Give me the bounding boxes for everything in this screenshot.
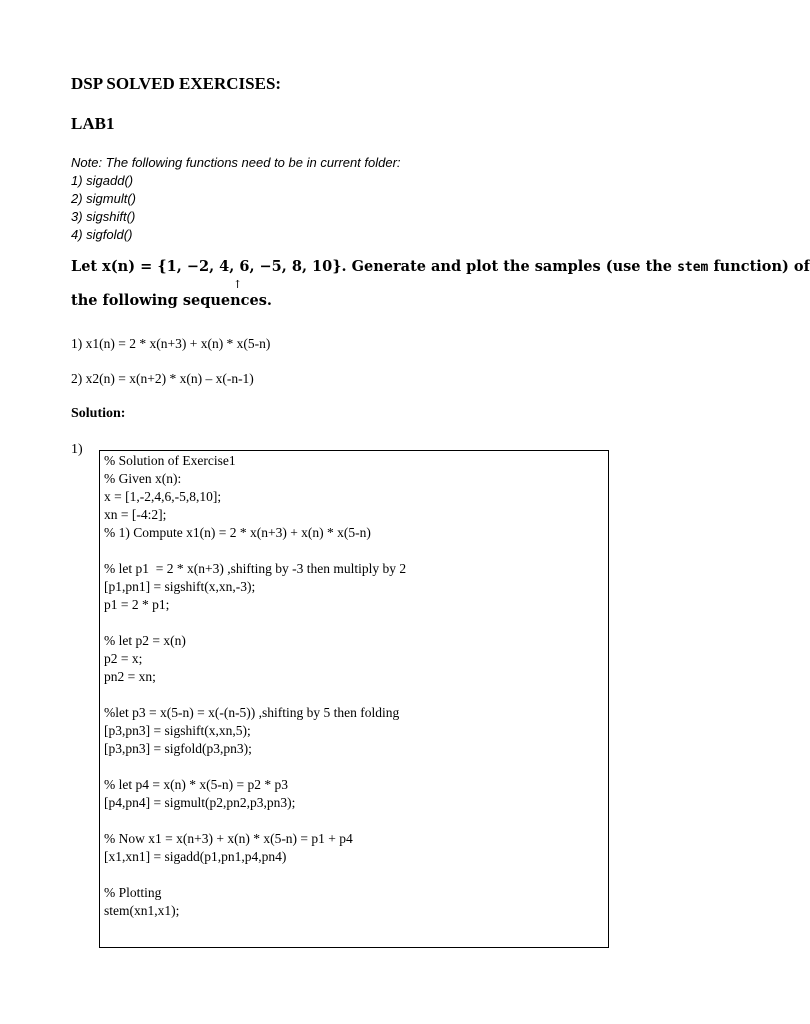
code-line: [p3,pn3] = sigfold(p3,pn3);: [104, 741, 252, 756]
code-line: x = [1,-2,4,6,-5,8,10];: [104, 489, 222, 504]
code-line: [104, 542, 406, 560]
equation-2: 2) x2(n) = x(n+2) * x(n) – x(-n-1): [71, 371, 254, 386]
problem-line-1: [71, 258, 810, 275]
solution-number: 1): [71, 442, 83, 457]
note-item: 2) sigmult(): [71, 191, 137, 206]
code-line: [104, 614, 406, 632]
code-line: [x1,xn1] = sigadd(p1,pn1,p4,pn4): [104, 849, 287, 864]
code-line: [104, 758, 406, 776]
origin-arrow-icon: ↑: [233, 278, 243, 291]
code-line: [p4,pn4] = sigmult(p2,pn2,p3,pn3);: [104, 795, 296, 810]
code-line: % Given x(n):: [104, 471, 182, 486]
code-line: % let p1 = 2 * x(n+3) ,shifting by -3 then multiply by 2: [104, 561, 407, 576]
problem-text-b: function) of: [708, 258, 810, 275]
document-title: DSP SOLVED EXERCISES:: [71, 74, 282, 93]
code-line: % 1) Compute x1(n) = 2 * x(n+3) + x(n) * x(5-n): [104, 525, 371, 540]
problem-text-a: Let x(n) = {1, −2, 4, 6, −5, 8, 10}. Generate and plot the samples (use the: [71, 258, 678, 275]
code-box: [99, 450, 609, 948]
code-line: [104, 686, 406, 704]
code-listing: [104, 452, 406, 920]
lab-heading: LAB1: [71, 114, 115, 133]
code-line: [p3,pn3] = sigshift(x,xn,5);: [104, 723, 251, 738]
code-line: % let p2 = x(n): [104, 633, 186, 648]
code-line: stem(xn1,x1);: [104, 903, 180, 918]
note-heading: Note: The following functions need to be in current folder:: [71, 155, 401, 170]
note-item: 3) sigshift(): [71, 209, 136, 224]
code-line: p1 = 2 * p1;: [104, 597, 170, 612]
code-line: % Plotting: [104, 885, 162, 900]
code-line: %let p3 = x(5-n) = x(-(n-5)) ,shifting by 5 then folding: [104, 705, 400, 720]
equation-1: 1) x1(n) = 2 * x(n+3) + x(n) * x(5-n): [71, 336, 271, 351]
note-item: 4) sigfold(): [71, 227, 133, 242]
solution-label: Solution:: [71, 406, 126, 421]
code-line: % Solution of Exercise1: [104, 453, 236, 468]
stem-keyword: stem: [677, 260, 709, 275]
code-line: [104, 866, 406, 884]
code-line: p2 = x;: [104, 651, 143, 666]
code-line: [104, 812, 406, 830]
code-line: xn = [-4:2];: [104, 507, 167, 522]
code-line: % Now x1 = x(n+3) + x(n) * x(5-n) = p1 + p4: [104, 831, 353, 846]
code-line: % let p4 = x(n) * x(5-n) = p2 * p3: [104, 777, 288, 792]
code-line: [p1,pn1] = sigshift(x,xn,-3);: [104, 579, 256, 594]
code-line: pn2 = xn;: [104, 669, 156, 684]
problem-line-2: the following sequences.: [71, 292, 272, 309]
note-item: 1) sigadd(): [71, 173, 134, 188]
note-block: [71, 154, 401, 244]
